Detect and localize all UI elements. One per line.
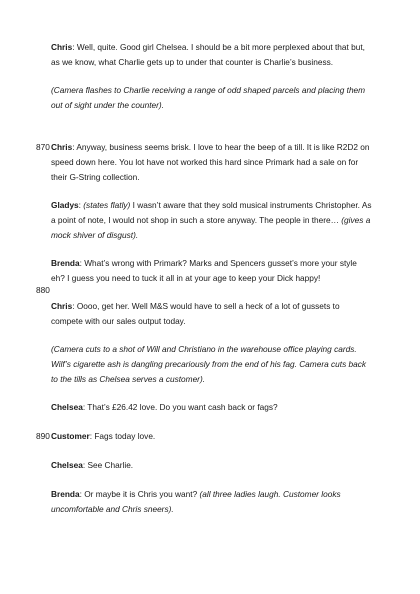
inline-direction: (all three ladies laugh. Customer looks uncomfortable and Chris sneers). (51, 489, 341, 515)
stage-direction-text: (Camera cuts to a shot of Will and Christiano in the warehouse office playing cards. Wilf’s cigarette ash is dangling precariously from the end of his fag. Camera cuts back to the tills as Chelsea serves a customer). (51, 344, 367, 385)
stage-direction-text: (Camera flashes to Charlie receiving a range of odd shaped parcels and placing them out of sight under the counter). (51, 85, 366, 111)
speaker-separator: : (89, 431, 95, 441)
dialogue-text: Anyway, business seems brisk. I love to hear the beep of a till. It is like R2D2 on speed down here. You lot have not worked this hard since Primark had a sale on for their G-String collection. (51, 142, 370, 183)
speaker-name: Chris (51, 301, 73, 311)
dialogue-block (51, 400, 373, 415)
dialogue-block (51, 140, 373, 186)
dialogue-text: See Charlie. (87, 460, 134, 470)
speaker-separator: : (72, 142, 77, 152)
line-number: 870 (36, 142, 50, 152)
stage-direction (51, 83, 373, 113)
stage-direction (51, 342, 373, 388)
speaker-separator: : (82, 402, 88, 412)
speaker-separator: : (78, 200, 84, 210)
inline-direction: (states flatly) (83, 200, 131, 210)
dialogue-block (51, 429, 373, 444)
speaker-separator: : (82, 460, 88, 470)
speaker-separator: : (79, 258, 85, 268)
dialogue-text: I wasn’t aware that they sold musical instruments Christopher. As a point of note, I would not shop in such a store anyway. The people in there… (51, 200, 372, 226)
dialogue-text: That’s £26.42 love. Do you want cash back or fags? (87, 402, 278, 412)
speaker-name: Chris (51, 42, 73, 52)
speaker-separator: : (72, 301, 77, 311)
line-number: 890 (36, 431, 50, 441)
dialogue-block (51, 458, 373, 473)
speaker-name: Chelsea (51, 460, 83, 470)
speaker-name: Brenda (51, 489, 80, 499)
speaker-name: Chris (51, 142, 73, 152)
dialogue-block (51, 198, 373, 244)
dialogue-text: Or maybe it is Chris you want? (84, 489, 200, 499)
dialogue-block (51, 487, 373, 517)
dialogue-block (51, 256, 373, 286)
dialogue-text: Fags today love. (94, 431, 156, 441)
dialogue-text: What’s wrong with Primark? Marks and Spencers gusset’s more your style eh? I guess you need to tuck it all in at your age to keep your Dick happy! (51, 258, 357, 284)
dialogue-block (51, 299, 373, 329)
dialogue-text: Oooo, get her. Well M&S would have to sell a heck of a lot of gussets to compete with our sales output today. (51, 301, 340, 327)
inline-direction: (gives a mock shiver of disgust). (51, 215, 371, 241)
speaker-name: Brenda (51, 258, 80, 268)
speaker-separator: : (72, 42, 77, 52)
speaker-separator: : (79, 489, 85, 499)
line-number: 880 (36, 285, 50, 295)
speaker-name: Customer (51, 431, 90, 441)
speaker-name: Gladys (51, 200, 79, 210)
dialogue-block (51, 40, 373, 70)
dialogue-text: Well, quite. Good girl Chelsea. I should be a bit more perplexed about that but, as we know, what Charlie gets up to under that counter is Charlie’s business. (51, 42, 365, 68)
speaker-name: Chelsea (51, 402, 83, 412)
